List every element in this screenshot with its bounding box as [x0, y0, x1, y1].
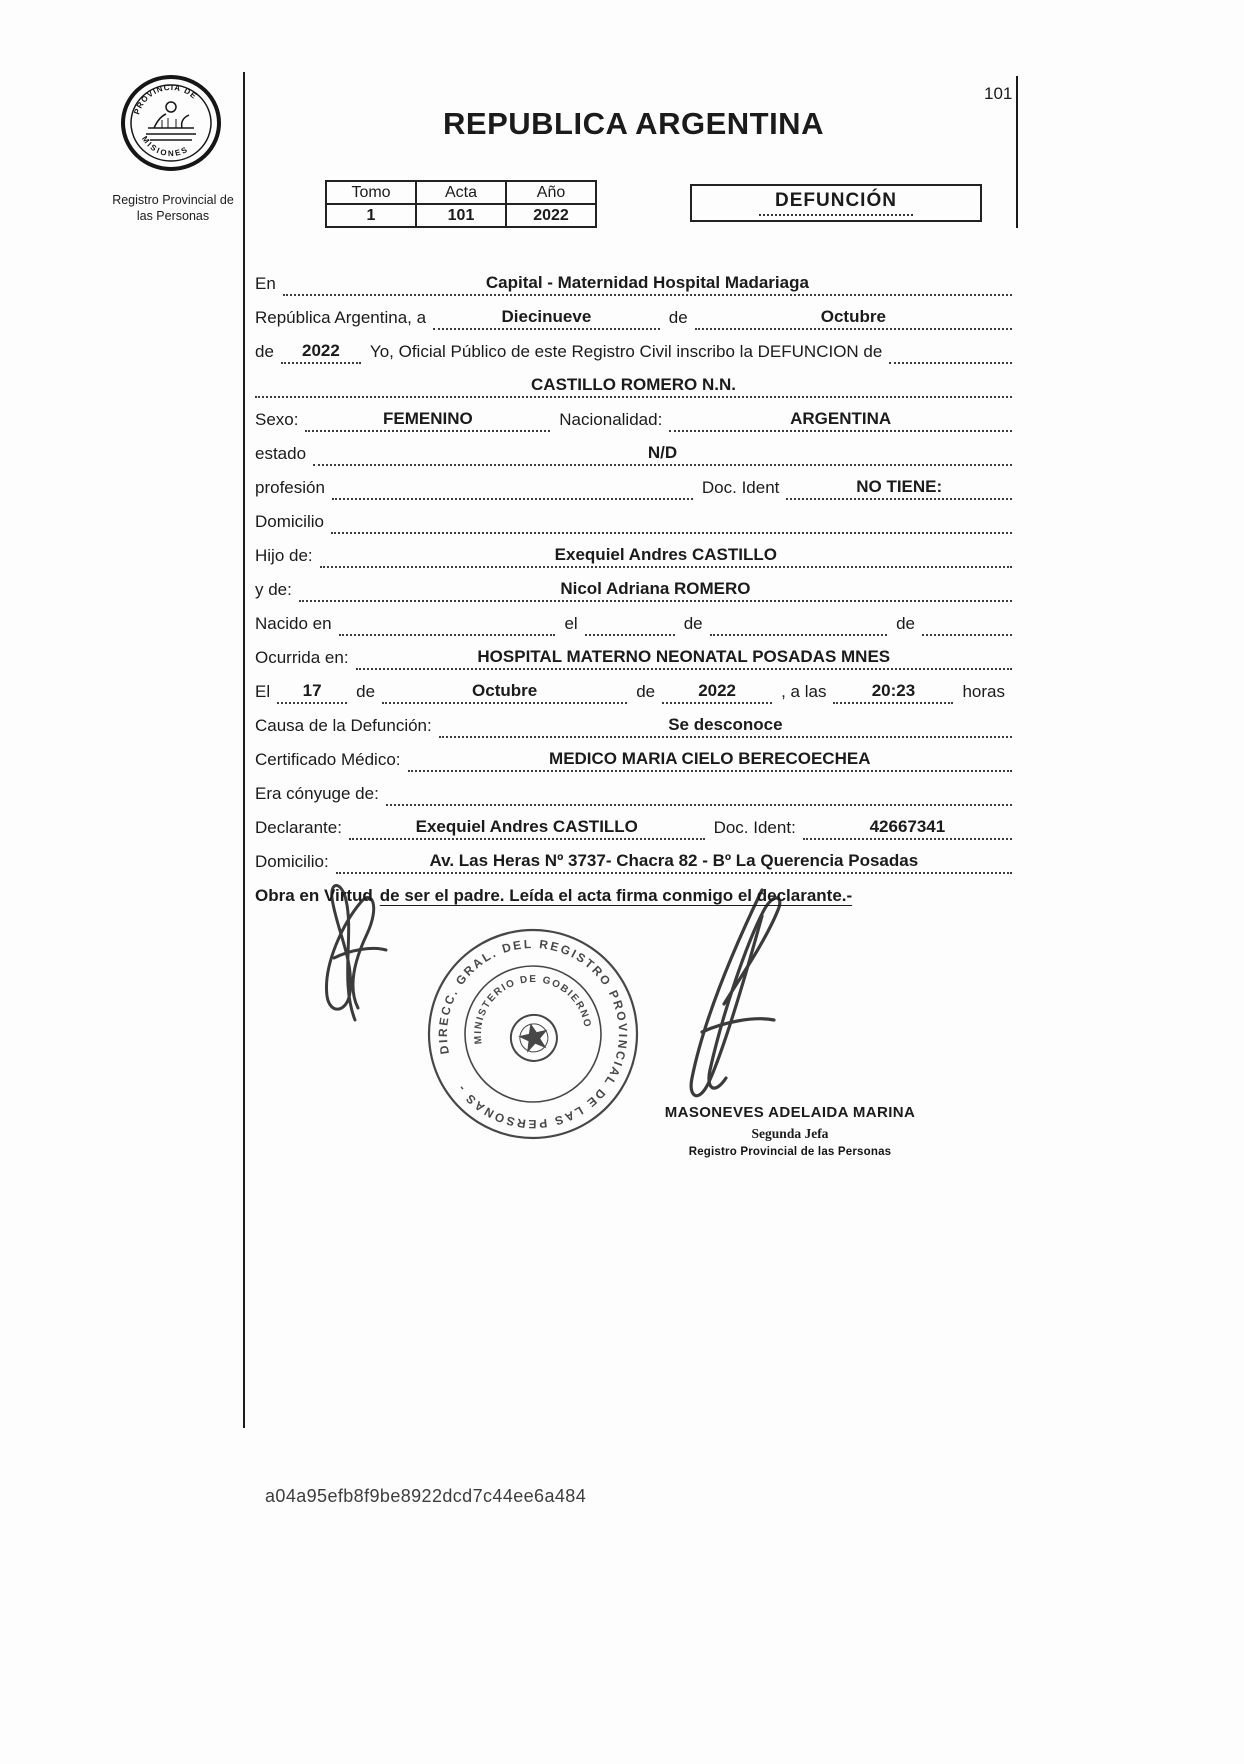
sexo-label: Sexo: [255, 410, 299, 429]
tomo-value: 1 [326, 204, 416, 227]
signer-role: Segunda Jefa [751, 1126, 829, 1141]
form-row-domicilio-fallecido [255, 500, 1012, 534]
form-row-fecha-defuncion [255, 670, 1012, 704]
record-table-header-row [326, 181, 596, 204]
fecha-def-hora: 20:23 [833, 681, 953, 704]
seal-landscape-art [146, 102, 196, 140]
nacionalidad-label: Nacionalidad: [559, 410, 663, 429]
cierre-label: Obra en Virtud [255, 886, 373, 905]
fecha-def-de2: de [636, 682, 656, 701]
seal-bottom-text: MISIONES [139, 134, 191, 159]
anio-value: 2022 [506, 204, 596, 227]
cierre-text: de ser el padre. Leída el acta firma conmigo el declarante.- [379, 886, 853, 905]
ocurrida-en-label: Ocurrida en: [255, 648, 349, 667]
fecha-def-a-las: , a las [781, 682, 827, 701]
domicilio-fallecido-line [331, 531, 1012, 534]
fecha-def-mes: Octubre [382, 681, 627, 704]
sexo-value: FEMENINO [305, 409, 550, 432]
form-row-profesion [255, 466, 1012, 500]
seal-caption [92, 192, 254, 225]
seal-caption-line2: las Personas [136, 209, 210, 224]
fecha-def-horas: horas [962, 682, 1005, 701]
form-row-ocurrida-en [255, 636, 1012, 670]
acta-value: 101 [416, 204, 506, 227]
form-row-fecha-acta [255, 296, 1012, 330]
fecha-acta-de: de [668, 308, 688, 327]
tomo-header: Tomo [326, 181, 416, 204]
page-title: REPUBLICA ARGENTINA [443, 106, 824, 141]
declarante-doc-value: 42667341 [803, 817, 1012, 840]
official-signature [662, 882, 812, 1120]
y-de-label: y de: [255, 580, 292, 599]
form-row-fallecido [255, 364, 1012, 398]
nacido-en-de1: de [683, 614, 703, 633]
stamp-crest [506, 1010, 561, 1065]
fecha-def-de1: de [356, 682, 376, 701]
record-table-value-row [326, 204, 596, 227]
form-row-causa [255, 704, 1012, 738]
form-row-nacido-en [255, 602, 1012, 636]
nacido-en-el: el [564, 614, 578, 633]
en-label: En [255, 274, 276, 293]
fallecido-nombre: CASTILLO ROMERO N.N. [255, 375, 1012, 398]
acta-header: Acta [416, 181, 506, 204]
stamp-inner-text: MINISTERIO DE GOBIERNO [472, 973, 593, 1045]
fecha-acta-month: Octubre [695, 307, 1012, 330]
causa-label: Causa de la Defunción: [255, 716, 432, 735]
certificado-label: Certificado Médico: [255, 750, 401, 769]
certificate-form [255, 262, 1012, 908]
seal-caption-line1: Registro Provincial de [112, 193, 234, 207]
declarante-doc-label: Doc. Ident: [713, 818, 796, 837]
record-type-label: DEFUNCIÓN [759, 190, 913, 216]
declarant-signature [300, 862, 405, 1030]
hijo-de-value: Exequiel Andres CASTILLO [320, 545, 1012, 568]
registry-round-stamp [394, 895, 672, 1173]
doc-ident-value: NO TIENE: [786, 477, 1012, 500]
ocurrida-en-value: HOSPITAL MATERNO NEONATAL POSADAS MNES [356, 647, 1012, 670]
conyuge-line [386, 803, 1012, 806]
estado-value: N/D [313, 443, 1012, 466]
apertura-trailing-line [889, 361, 1012, 364]
fecha-acta-day: Diecinueve [433, 307, 660, 330]
nacido-en-mes-line [710, 633, 887, 636]
form-row-hijo-de [255, 534, 1012, 568]
declarante-label: Declarante: [255, 818, 342, 837]
nacido-en-anio-line [922, 633, 1012, 636]
form-row-declarante [255, 806, 1012, 840]
page-number: 101 [984, 84, 1013, 103]
apertura-year: 2022 [281, 341, 361, 364]
nacionalidad-value: ARGENTINA [669, 409, 1012, 432]
en-value: Capital - Maternidad Hospital Madariaga [283, 273, 1012, 296]
nacido-en-de2: de [896, 614, 915, 633]
seal-top-text: PROVINCIA DE [132, 82, 199, 116]
fecha-def-anio: 2022 [662, 681, 772, 704]
signer-block [652, 1104, 928, 1158]
form-row-sexo [255, 398, 1012, 432]
nacido-en-dia-line [585, 633, 675, 636]
doc-ident-label: Doc. Ident [701, 478, 780, 497]
right-margin-line [1016, 76, 1018, 228]
domicilio-fallecido-label: Domicilio [255, 512, 324, 531]
province-seal [118, 74, 224, 181]
causa-value: Se desconoce [439, 715, 1012, 738]
anio-header: Año [506, 181, 596, 204]
conyuge-label: Era cónyuge de: [255, 784, 379, 803]
form-row-certificado [255, 738, 1012, 772]
left-margin-line [243, 72, 245, 1428]
verification-hash: a04a95efb8f9be8922dcd7c44ee6a484 [265, 1486, 587, 1506]
apertura-texto: Yo, Oficial Público de este Registro Civil inscribo la DEFUNCION de [369, 342, 883, 361]
form-row-apertura [255, 330, 1012, 364]
record-reference-table [325, 180, 597, 228]
record-type-box [690, 184, 982, 222]
fecha-def-el: El [255, 682, 271, 701]
estado-label: estado [255, 444, 307, 463]
hijo-de-label: Hijo de: [255, 546, 313, 565]
signer-office: Registro Provincial de las Personas [688, 1146, 892, 1158]
form-row-estado [255, 432, 1012, 466]
stamp-outer-text: DIRECC. GRAL. DEL REGISTRO PROVINCIAL DE LAS PERSONAS - [435, 936, 631, 1132]
form-row-en [255, 262, 1012, 296]
domicilio-declarante-label: Domicilio: [255, 852, 329, 871]
registry-stamp-graphic [394, 895, 672, 1173]
form-row-y-de [255, 568, 1012, 602]
nacido-en-lugar-line [339, 633, 556, 636]
y-de-value: Nicol Adriana ROMERO [299, 579, 1012, 602]
fecha-acta-label: República Argentina, a [255, 308, 427, 327]
province-seal-graphic [118, 74, 224, 176]
signer-name: MASONEVES ADELAIDA MARINA [664, 1104, 916, 1121]
profesion-value-line [332, 497, 693, 500]
fecha-def-dia: 17 [277, 681, 347, 704]
apertura-de: de [255, 342, 274, 361]
domicilio-declarante-value: Av. Las Heras Nº 3737- Chacra 82 - Bº La Querencia Posadas [336, 851, 1012, 874]
certificado-value: MEDICO MARIA CIELO BERECOECHEA [408, 749, 1012, 772]
profesion-label: profesión [255, 478, 325, 497]
form-row-conyuge [255, 772, 1012, 806]
declarante-value: Exequiel Andres CASTILLO [349, 817, 705, 840]
nacido-en-label: Nacido en [255, 614, 332, 633]
